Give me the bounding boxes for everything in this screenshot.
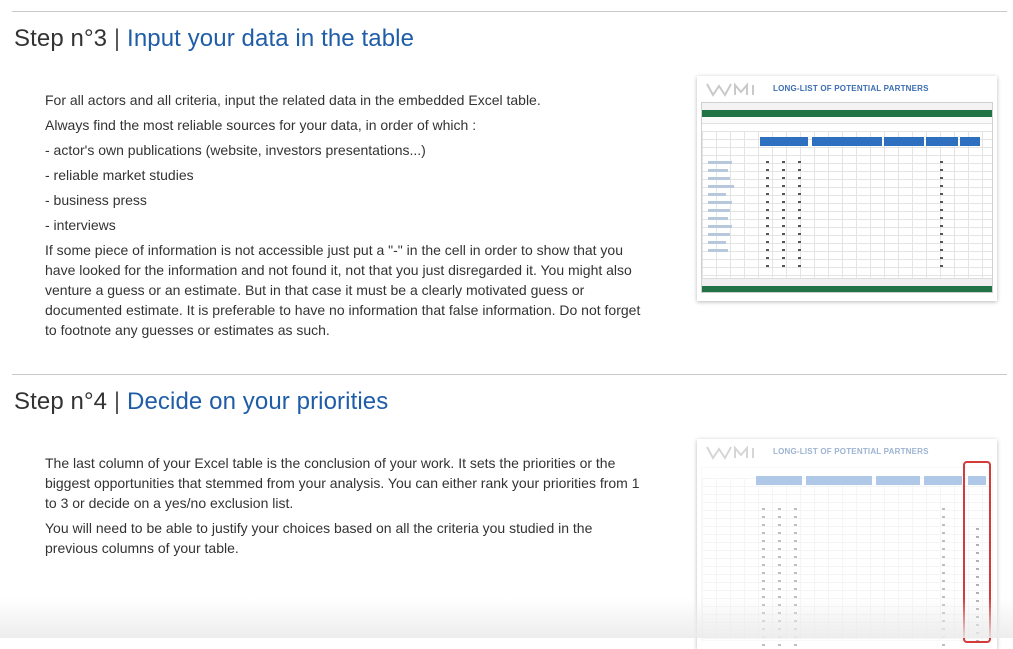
step3-title: Input your data in the table — [127, 25, 415, 52]
step3-number: Step n°3 — [14, 25, 108, 52]
excel-window — [701, 102, 993, 293]
thumbnail-title: LONG-LIST OF POTENTIAL PARTNERS — [773, 447, 929, 456]
step4-separator: | — [113, 388, 121, 415]
top-divider — [12, 11, 1007, 12]
step4-heading — [14, 388, 388, 416]
step3-paragraph-3: If some piece of information is not accessible just put a "-" in the cell in order to show that you have looked for the information and not found it, not that you just disregarded it. You might also venture a guess or an estimate. But in that case it must be a clearly motivated guess or documented estimate. It is preferable to have no information that false information. Do not forget to footnote any guesses or estimates as such. — [45, 242, 641, 338]
step3-paragraph-2: Always find the most reliable sources for your data, in order of which : — [45, 117, 477, 133]
step4-paragraph-1: The last column of your Excel table is the conclusion of your work. It sets the priorities or the biggest opportunities that stemmed from your analysis. You can either rank your priorities from 1 to 3 or decide on a yes/no exclusion list. — [45, 455, 640, 511]
step3-heading — [14, 25, 414, 53]
step3-source-4: - interviews — [45, 217, 116, 233]
section-divider — [12, 374, 1007, 375]
thumbnail-header — [697, 439, 997, 465]
excel-formula-bar — [702, 117, 992, 124]
step4-number: Step n°4 — [14, 388, 108, 415]
step3-excel-thumbnail[interactable] — [697, 76, 997, 301]
step3-source-1: - actor's own publications (website, investors presentations...) — [45, 142, 426, 158]
excel-grid — [702, 131, 992, 278]
step3-paragraph-1: For all actors and all criteria, input the related data in the embedded Excel table. — [45, 92, 541, 108]
page-bottom-fade — [0, 598, 1013, 638]
step3-source-3: - business press — [45, 192, 147, 208]
thumbnail-header — [697, 76, 997, 102]
excel-titlebar — [702, 103, 992, 110]
step4-paragraph-2: You will need to be able to justify your choices based on all the criteria you studied in the previous columns of your table. — [45, 520, 593, 556]
step4-title: Decide on your priorities — [127, 388, 389, 415]
excel-ribbon — [702, 110, 992, 117]
step3-source-2: - reliable market studies — [45, 167, 194, 183]
thumbnail-title: LONG-LIST OF POTENTIAL PARTNERS — [773, 84, 929, 93]
step3-separator: | — [113, 25, 121, 52]
excel-status-bar — [702, 286, 992, 292]
excel-sheet-tabs — [702, 278, 992, 286]
excel-header-cells — [702, 137, 992, 146]
wmi-logo-icon — [705, 80, 759, 98]
wmi-logo-icon — [705, 443, 759, 461]
